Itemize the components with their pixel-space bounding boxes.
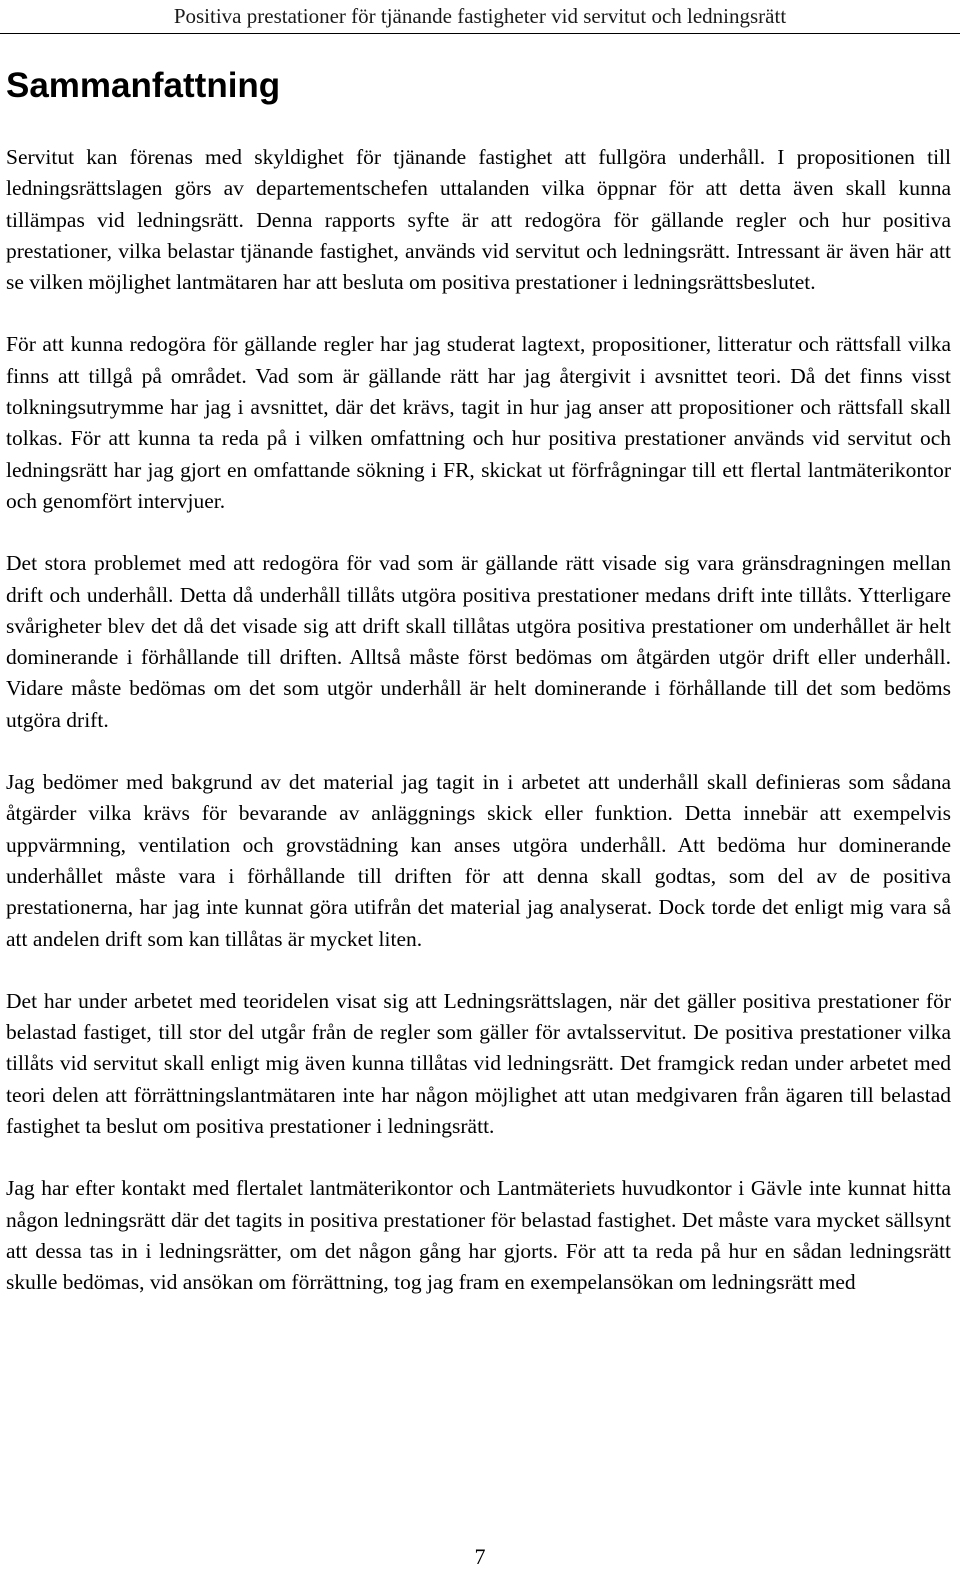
section-title: Sammanfattning [6, 66, 281, 105]
paragraph-3: Det stora problemet med att redogöra för vad som är gällande rätt visade sig vara gränsdragningen mellan drift och underhåll. Detta då underhåll tillåts utgöra positiva prestationer medans drift inte tillåts. Ytterligare svårigheter blev det då det visade sig att drift skall tillåtas utgöra positiva prestationer om underhållet är helt dominerande i förhållande till driften. Alltså måste först bedömas om åtgärden utgör drift eller underhåll. Vidare måste bedömas om det som utgör underhåll är helt dominerande i förhållande till det som bedöms utgöra drift. [6, 551, 951, 732]
paragraph-6: Jag har efter kontakt med flertalet lantmäterikontor och Lantmäteriets huvudkontor i Gävle inte kunnat hitta någon ledningsrätt där det tagits in positiva prestationer för belastad fastighet. Det måste vara mycket sällsynt att dessa tas in i ledningsrätter, om det någon gång har gjorts. För att ta reda på hur en sådan ledningsrätt skulle bedömas, vid ansökan om förrättning, tog jag fram en exempelansökan om ledningsrätt med [6, 1176, 951, 1295]
paragraph-2: För att kunna redogöra för gällande regler har jag studerat lagtext, propositioner, litteratur och rättsfall vilka finns att tillgå på området. Vad som är gällande rätt har jag återgivit i avsnittet teori. Då det finns visst tolkningsutrymme har jag i avsnittet, där det krävs, tagit in hur jag anser att propositioner och rättsfall skall tolkas. För att kunna ta reda på i vilken omfattning och hur positiva prestationer används vid servitut och ledningsrätt har jag gjort en omfattande sökning i FR, skickat ut förfrågningar till ett flertal lantmäterikontor och genomfört intervjuer. [6, 332, 951, 513]
paragraph-1: Servitut kan förenas med skyldighet för tjänande fastighet att fullgöra underhåll. I propositionen till ledningsrättslagen görs av departementschefen uttalanden vilka öppnar för att detta även skall kunna tillämpas vid ledningsrätt. Denna rapports syfte är att redogöra för gällande regler och hur positiva prestationer, vilka belastar tjänande fastighet, används vid servitut och ledningsrätt. Intressant är även här att se vilken möjlighet lantmätaren har att besluta om positiva prestationer i ledningsrättsbeslutet. [6, 145, 951, 295]
paragraph-5: Det har under arbetet med teoridelen visat sig att Ledningsrättslagen, när det gäller positiva prestationer för belastad fastiget, till stor del utgår från de regler som gäller för avtalsservitut. De positiva prestationer vilka tillåts vid servitut skall enligt mig även kunna tillåtas vid ledningsrätt. Det framgick redan under arbetet med teori delen att förrättningslantmätaren inte har någon möjlighet att utan medgivaren från ägaren till belastad fastighet ta beslut om positiva prestationer i ledningsrätt. [6, 988, 951, 1139]
page-number: 7 [474, 1544, 486, 1569]
running-header: Positiva prestationer för tjänande fastigheter vid servitut och ledningsrätt [173, 4, 787, 28]
body-text [6, 142, 951, 1330]
paragraph-4: Jag bedömer med bakgrund av det material jag tagit in i arbetet att underhåll skall definieras som sådana åtgärder vilka krävs för bevarande av anläggnings skick eller funktion. Detta innebär att exempelvis uppvärmning, ventilation och grovstädning kan anses utgöra underhåll. Att bedöma hur dominerande underhållet måste vara i förhållande till driften för att denna skall godtas, som del av de positiva prestationerna, har jag inte kunnat göra utifrån det material jag analyserat. Dock torde det enligt mig vara så att andelen drift som kan tillåtas är mycket liten. [6, 770, 951, 951]
header-divider [0, 33, 960, 34]
